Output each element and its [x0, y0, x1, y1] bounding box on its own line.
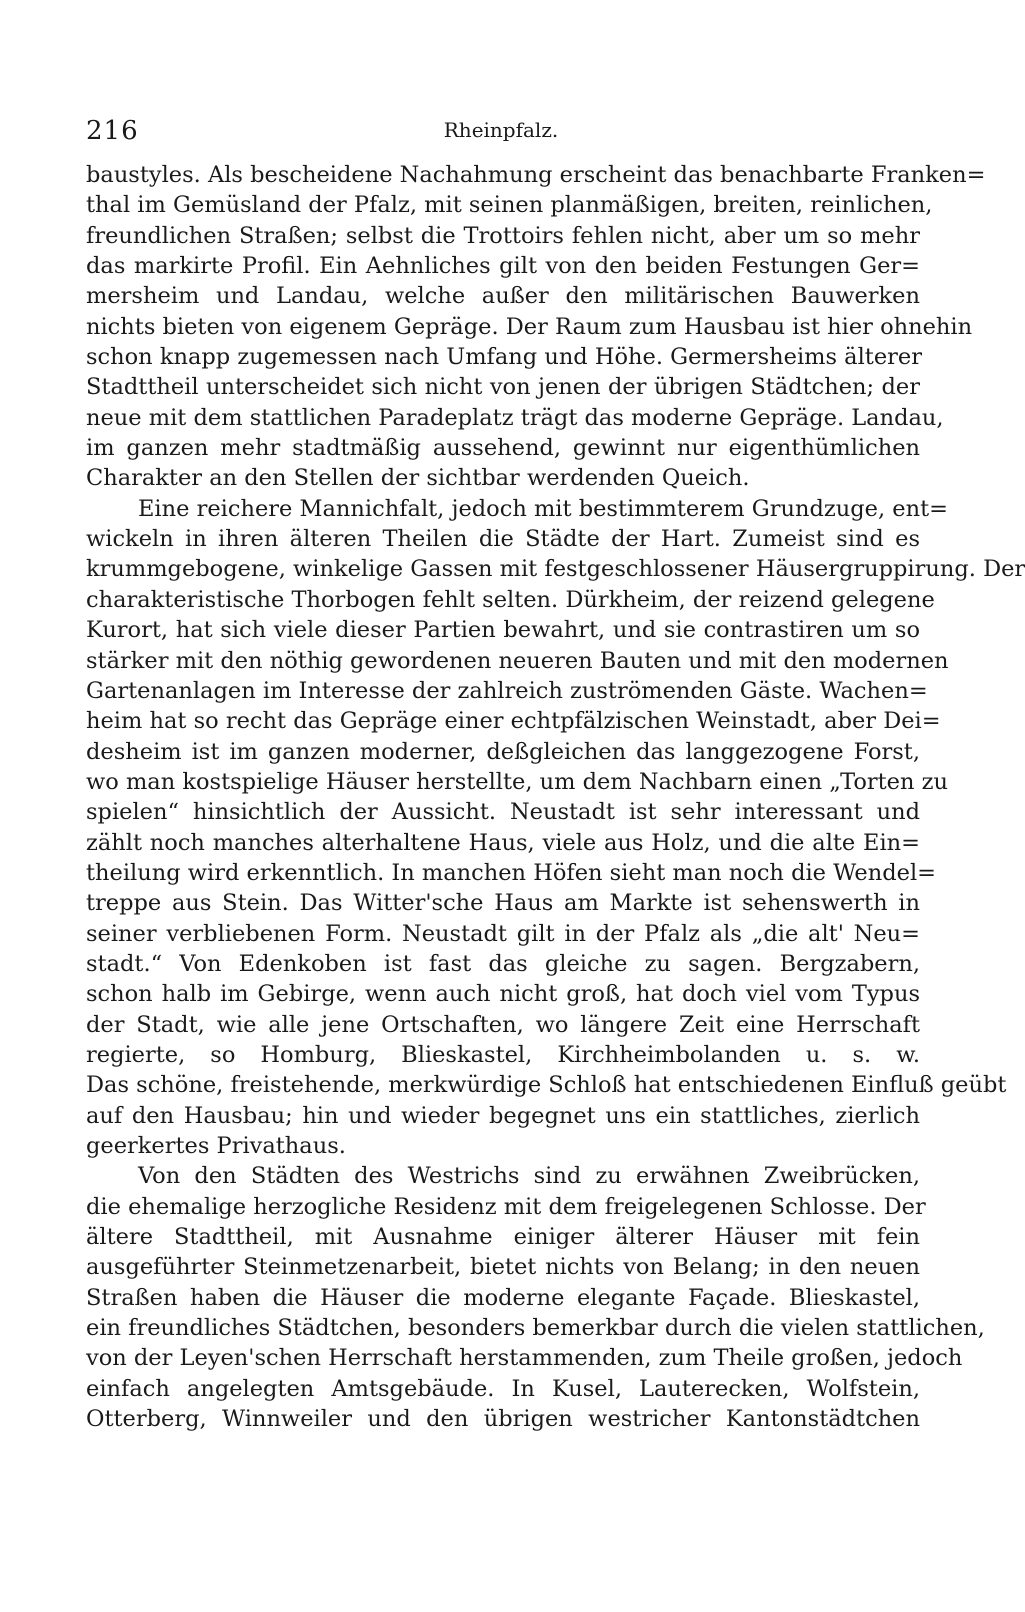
text-line: der Stadt, wie alle jene Ortschaften, wo längere Zeit eine Herrschaft — [86, 1011, 920, 1038]
text-line: auf den Hausbau; hin und wieder begegnet uns ein stattliches, zierlich — [86, 1102, 920, 1129]
text-line: schon knapp zugemessen nach Umfang und Höhe. Germersheims älterer — [86, 344, 922, 371]
text-line: ausgeführter Steinmetzenarbeit, bietet nichts von Belang; in den neuen — [86, 1254, 920, 1281]
text-line: desheim ist im ganzen moderner, deßgleichen das langgezogene Forst, — [86, 738, 920, 765]
text-line: Das schöne, freistehende, merkwürdige Schloß hat entschiedenen Einfluß geübt — [86, 1072, 1007, 1099]
text-line: neue mit dem stattlichen Paradeplatz trägt das moderne Gepräge. Landau, — [86, 404, 944, 431]
body-text — [86, 160, 1025, 1434]
text-line: charakteristische Thorbogen fehlt selten. Dürkheim, der reizend gelegene — [86, 586, 935, 613]
page-header — [86, 116, 916, 156]
page-number: 216 — [86, 116, 139, 146]
text-line: stärker mit den nöthig gewordenen neueren Bauten und mit den modernen — [86, 647, 949, 674]
text-line: Otterberg, Winnweiler und den übrigen westricher Kantonstädtchen — [86, 1406, 920, 1433]
text-line: Kurort, hat sich viele dieser Partien bewahrt, und sie contrastiren um so — [86, 617, 920, 644]
text-line: baustyles. Als bescheidene Nachahmung erscheint das benachbarte Franken= — [86, 162, 986, 188]
text-line: das markirte Profil. Ein Aehnliches gilt von den beiden Festungen Ger= — [86, 253, 920, 280]
text-line: mersheim und Landau, welche außer den militärischen Bauwerken — [86, 283, 920, 310]
text-line: wickeln in ihren älteren Theilen die Städte der Hart. Zumeist sind es — [86, 526, 920, 553]
running-head: Rheinpfalz. — [443, 118, 559, 142]
text-line: zählt noch manches alterhaltene Haus, viele aus Holz, und die alte Ein= — [86, 829, 920, 856]
paragraph-first-line: Eine reichere Mannichfalt, jedoch mit bestimmterem Grundzuge, ent= — [138, 495, 948, 522]
text-line: ältere Stadttheil, mit Ausnahme einiger älterer Häuser mit fein — [86, 1224, 920, 1251]
text-line: wo man kostspielige Häuser herstellte, um dem Nachbarn einen „Torten zu — [86, 768, 948, 795]
text-line: im ganzen mehr stadtmäßig aussehend, gewinnt nur eigenthümlichen — [86, 435, 920, 462]
text-line: thal im Gemüsland der Pfalz, mit seinen planmäßigen, breiten, reinlichen, — [86, 192, 933, 219]
text-line: Stadttheil unterscheidet sich nicht von jenen der übrigen Städtchen; der — [86, 374, 920, 401]
text-line: regierte, so Homburg, Blieskastel, Kirchheimbolanden u. s. w. — [86, 1041, 920, 1068]
text-line: freundlichen Straßen; selbst die Trottoirs fehlen nicht, aber um so mehr — [86, 222, 920, 249]
text-line: ein freundliches Städtchen, besonders bemerkbar durch die vielen stattlichen, — [86, 1315, 985, 1342]
text-line: nichts bieten von eigenem Gepräge. Der Raum zum Hausbau ist hier ohnehin — [86, 313, 973, 340]
text-line: Gartenanlagen im Interesse der zahlreich zuströmenden Gäste. Wachen= — [86, 677, 928, 704]
text-line: Straßen haben die Häuser die moderne elegante Façade. Blieskastel, — [86, 1284, 920, 1311]
text-line: krummgebogene, winkelige Gassen mit festgeschlossener Häusergruppirung. Der — [86, 556, 1025, 583]
text-line: schon halb im Gebirge, wenn auch nicht groß, hat doch viel vom Typus — [86, 981, 920, 1008]
text-line: seiner verbliebenen Form. Neustadt gilt in der Pfalz als „die alt' Neu= — [86, 920, 920, 947]
text-line: treppe aus Stein. Das Witter'sche Haus am Markte ist sehenswerth in — [86, 890, 920, 917]
text-line: die ehemalige herzogliche Residenz mit dem freigelegenen Schlosse. Der — [86, 1193, 926, 1220]
text-line: stadt.“ Von Edenkoben ist fast das gleiche zu sagen. Bergzabern, — [86, 950, 920, 977]
text-line: heim hat so recht das Gepräge einer echtpfälzischen Weinstadt, aber Dei= — [86, 708, 941, 735]
text-line: spielen“ hinsichtlich der Aussicht. Neustadt ist sehr interessant und — [86, 799, 920, 826]
paragraph-last-line: geerkertes Privathaus. — [86, 1133, 346, 1159]
text-line: von der Leyen'schen Herrschaft herstammenden, zum Theile großen, jedoch — [86, 1345, 963, 1372]
text-line: einfach angelegten Amtsgebäude. In Kusel, Lauterecken, Wolfstein, — [86, 1375, 920, 1402]
text-line: theilung wird erkenntlich. In manchen Höfen sieht man noch die Wendel= — [86, 859, 937, 886]
paragraph-last-line: Charakter an den Stellen der sichtbar werdenden Queich. — [86, 465, 750, 492]
paragraph-first-line: Von den Städten des Westrichs sind zu erwähnen Zweibrücken, — [138, 1163, 920, 1190]
